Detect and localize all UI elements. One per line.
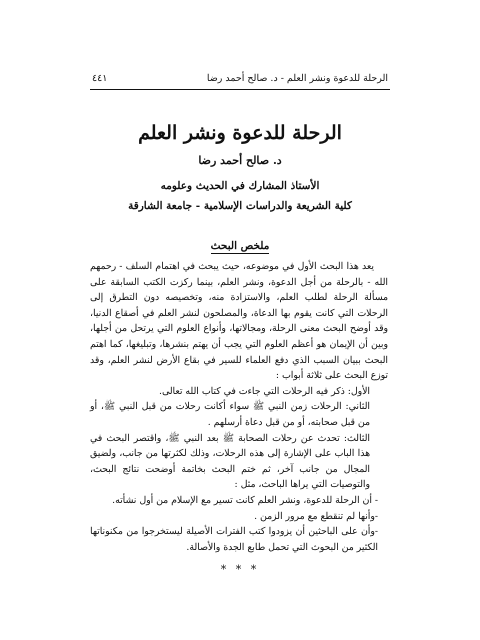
abstract-part-three: الثالث: تحدث عن رحلات الصحابة ﷺ بعد النبي ﷺ، واقتصر البحث في هذا الباب على الإشارة إلى هذه الرحلات، وذلك لكثرتها من جانب، ولضيق المجال من جانب آخر، ثم ختم البحث بخاتمة أوضحت نتائج البحث، والتوصيات التي يراها الباحث، مثل : bbox=[90, 432, 370, 491]
finding-item: -وأن على الباحثين أن يزودوا كتب الفترات الأصيلة ليستخرجوا من مكنوناتها الكثير من البحوث التي تحمل طابع الجدة والأصالة. bbox=[90, 526, 378, 553]
running-title: الرحلة للدعوة ونشر العلم - د. صالح أحمد رضا bbox=[206, 72, 388, 84]
article-title: الرحلة للدعوة ونشر العلم bbox=[138, 122, 342, 144]
section-end-mark: * * * bbox=[220, 563, 260, 576]
abstract-part-one: الأول: ذكر فيه الرحلات التي جاءت في كتاب الله تعالى. bbox=[159, 385, 370, 397]
page-number: ٤٤١ bbox=[92, 72, 108, 84]
author-position: الأستاذ المشارك في الحديث وعلومه bbox=[160, 180, 320, 192]
author-institution: كلية الشريعة والدراسات الإسلامية - جامعة الشارقة bbox=[128, 200, 352, 212]
abstract-intro-paragraph: يعد هذا البحث الأول في موضوعه، حيث يبحث في اهتمام السلف - رحمهم الله - بالرحلة من أجل الدعوة، ونشر العلم، بينما ركزت الكتب السابقة على مسألة الرحلة لطلب العلم، والاستزادة منه، وتخصيصه دون التطرق إلى الرحلات التي كانت يقوم بها الدعاة، والمصلحون لنشر العلم في أصقاع الدنيا، وقد أوضح البحث معنى الرحلة، ومجالاتها، وأنواع العلوم التي يرتحل من أجلها، وبين أن الإيمان هو أعظم العلوم التي يجب أن يهتم بنشرها، وتبليغها، كما اهتم البحث ببيان السبب الذي دفع العلماء للسير في بقاع الأرض لنشر العلم، وقد توزع البحث على ثلاثة أبواب : bbox=[90, 261, 388, 382]
abstract-part-two: الثاني: الرحلات زمن النبي ﷺ سواء أكانت رحلات من قبل النبي ﷺ، أو من قبل صحابته، أو من قبل دعاة أرسلهم . bbox=[90, 401, 370, 428]
abstract-body bbox=[90, 259, 388, 555]
abstract-heading bbox=[90, 240, 390, 252]
finding-item: -وأنها لم تنقطع مع مرور الزمن . bbox=[254, 510, 378, 522]
running-header bbox=[92, 70, 388, 86]
abstract-heading-text: ملخص البحث bbox=[210, 240, 270, 252]
finding-item: - أن الرحلة للدعوة، ونشر العلم كانت تسير مع الإسلام من أول نشأته. bbox=[112, 494, 378, 506]
header-divider bbox=[90, 89, 390, 90]
author-name: د. صالح أحمد رضا bbox=[198, 154, 282, 167]
